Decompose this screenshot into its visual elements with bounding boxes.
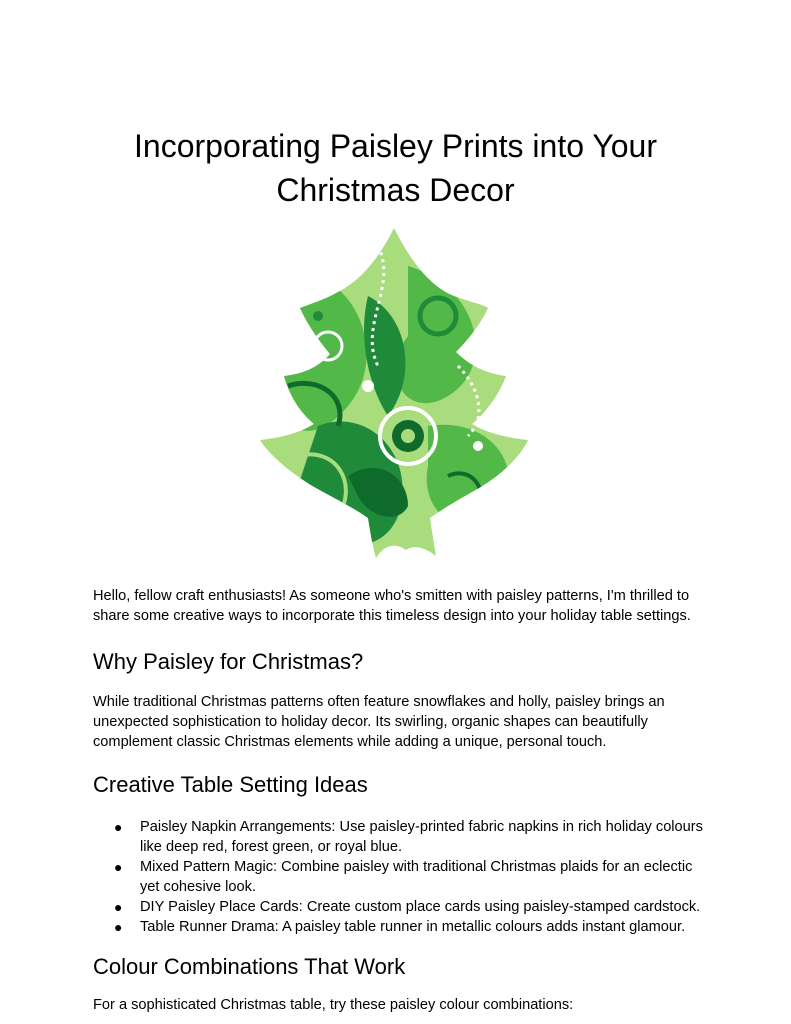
list-item-text: Table Runner Drama: A paisley table runner in metallic colours adds instant glamour. [140,919,686,935]
bullet-glyph: ● [114,899,123,915]
why-paisley-paragraph: While traditional Christmas patterns often feature snowflakes and holly, paisley brings an unexpected sophistication to holiday decor. Its swirling, organic shapes can beautifully complement classic Christmas elements while adding a unique, personal touch. [93,694,665,750]
list-item-text: Paisley Napkin Arrangements: Use paisley-printed fabric napkins in rich holiday colours like deep red, forest green, or royal blue. [140,819,703,855]
list-item [93,897,703,917]
heading-why-paisley: Why Paisley for Christmas? [93,649,364,674]
list-item [93,857,703,897]
colour-combinations-paragraph: For a sophisticated Christmas table, try these paisley colour combinations: [93,997,574,1013]
list-item [93,817,703,857]
intro-paragraph: Hello, fellow craft enthusiasts! As someone who's smitten with paisley patterns, I'm thrilled to share some creative ways to incorporate this timeless design into your holiday table settings. [93,588,691,624]
table-ideas-list [93,817,703,937]
list-item [93,917,703,937]
list-item-text: Mixed Pattern Magic: Combine paisley with traditional Christmas plaids for an eclectic yet cohesive look. [140,859,693,895]
list-item-text: DIY Paisley Place Cards: Create custom place cards using paisley-stamped cardstock. [140,899,701,915]
bullet-glyph: ● [114,819,123,835]
bullet-glyph: ● [114,859,123,875]
heading-table-setting-ideas: Creative Table Setting Ideas [93,772,368,797]
bullet-glyph: ● [114,919,123,935]
paisley-christmas-tree-icon [258,226,530,560]
heading-colour-combinations: Colour Combinations That Work [93,954,406,979]
page-title: Incorporating Paisley Prints into Your Christmas Decor [134,128,657,208]
